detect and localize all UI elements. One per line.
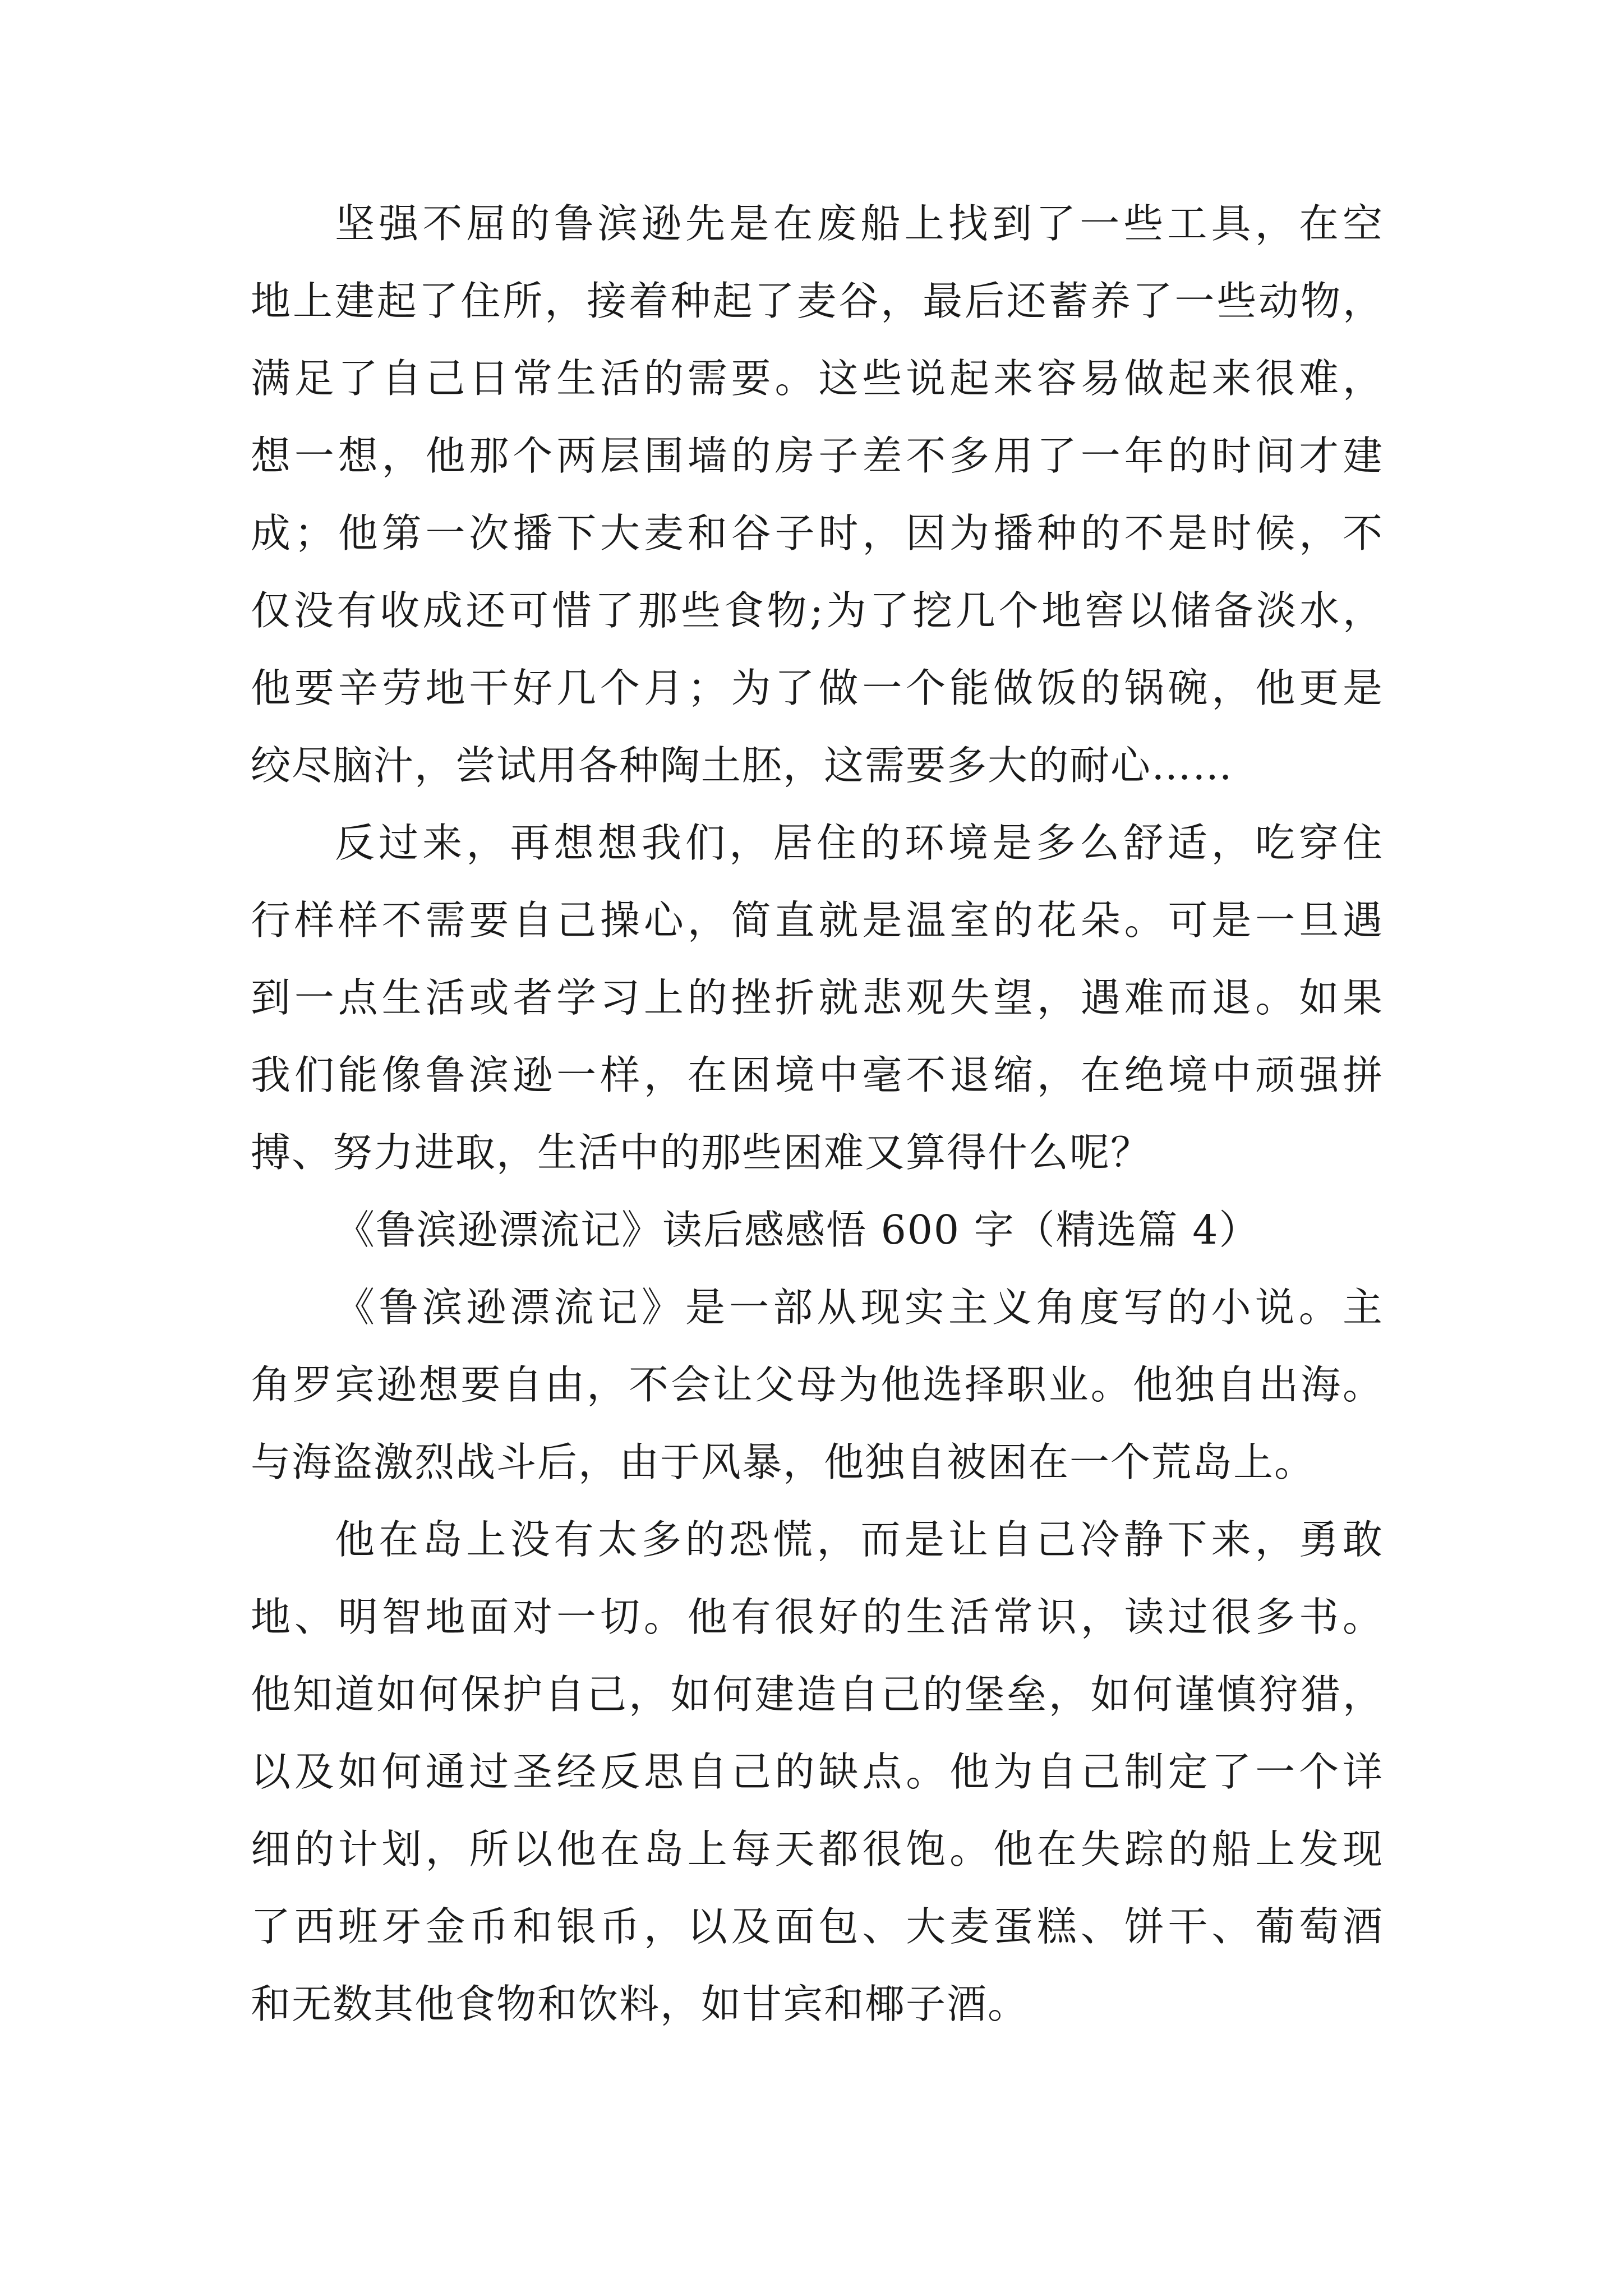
text-line: 与海盗激烈战斗后，由于风暴，他独自被困在一个荒岛上。 (251, 1439, 1316, 1485)
text-line: 成；他第一次播下大麦和谷子时，因为播种的不是时候，不 (251, 510, 1384, 556)
text-line: 和无数其他食物和饮料，如甘宾和椰子酒。 (251, 1981, 1029, 2027)
text-line: 他知道如何保护自己，如何建造自己的堡垒，如何谨慎狩猎， (251, 1671, 1384, 1718)
document-body (251, 185, 1384, 2043)
text-line: 《鲁滨逊漂流记》是一部从现实主义角度写的小说。主 (335, 1284, 1384, 1331)
text-line: 搏、努力进取，生活中的那些困难又算得什么呢？ (251, 1129, 1152, 1176)
text-line: 以及如何通过圣经反思自己的缺点。他为自己制定了一个详 (251, 1749, 1384, 1795)
text-line: 仅没有收成还可惜了那些食物;为了挖几个地窖以储备淡水， (251, 587, 1384, 634)
text-line: 了西班牙金币和银币，以及面包、大麦蛋糕、饼干、葡萄酒 (251, 1903, 1384, 1950)
paragraph (251, 185, 1384, 804)
text-line: 细的计划，所以他在岛上每天都很饱。他在失踪的船上发现 (251, 1826, 1384, 1872)
text-line: 反过来，再想想我们，居住的环境是多么舒适，吃穿住 (335, 820, 1384, 866)
text-line: 角罗宾逊想要自由，不会让父母为他选择职业。他独自出海。 (251, 1361, 1384, 1408)
text-line: 地、明智地面对一切。他有很好的生活常识，读过很多书。 (251, 1594, 1384, 1640)
text-line: 满足了自己日常生活的需要。这些说起来容易做起来很难， (251, 355, 1384, 402)
text-line: 到一点生活或者学习上的挫折就悲观失望，遇难而退。如果 (251, 974, 1384, 1021)
text-line: 绞尽脑汁，尝试用各种陶土胚，这需要多大的耐心…… (251, 742, 1234, 789)
text-line: 他要辛劳地干好几个月；为了做一个能做饭的锅碗，他更是 (251, 665, 1384, 711)
text-line: 坚强不屈的鲁滨逊先是在废船上找到了一些工具，在空 (335, 200, 1384, 247)
text-line: 我们能像鲁滨逊一样，在困境中毫不退缩，在绝境中顽强拼 (251, 1052, 1384, 1098)
text-line: 想一想，他那个两层围墙的房子差不多用了一年的时间才建 (251, 432, 1384, 479)
paragraph (251, 1501, 1384, 2043)
heading-line: 《鲁滨逊漂流记》读后感感悟 600 字（精选篇 4） (335, 1207, 1260, 1253)
text-line: 地上建起了住所，接着种起了麦谷，最后还蓄养了一些动物， (251, 278, 1384, 324)
text-line: 他在岛上没有太多的恐慌，而是让自己冷静下来，勇敢 (335, 1516, 1384, 1563)
text-line: 行样样不需要自己操心，简直就是温室的花朵。可是一旦遇 (251, 897, 1384, 944)
paragraph (251, 1269, 1384, 1501)
paragraph (251, 804, 1384, 1191)
section-heading (251, 1191, 1384, 1269)
